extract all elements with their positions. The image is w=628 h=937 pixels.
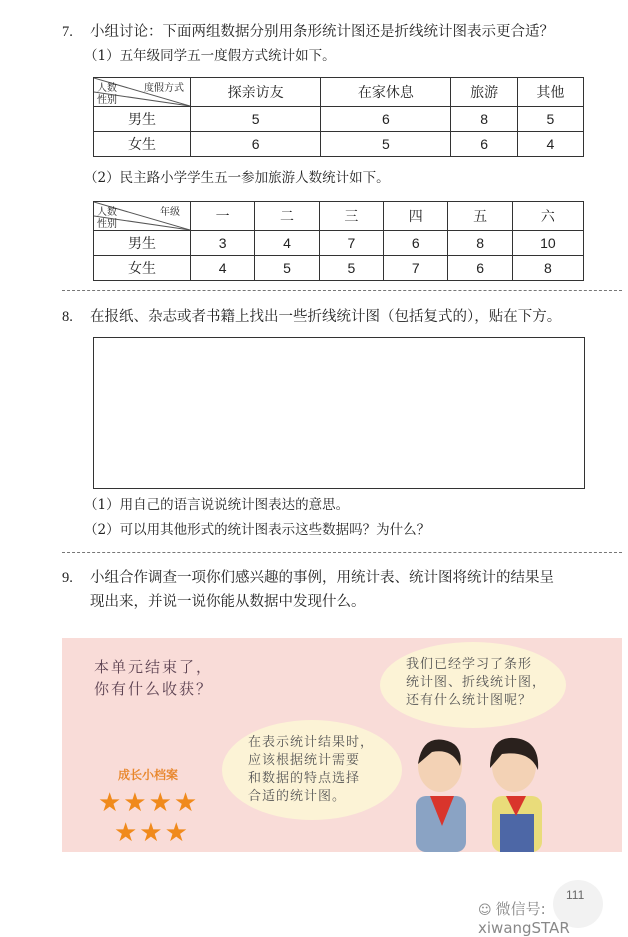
table-row [94, 231, 584, 256]
growth-record-label: 成长小档案 [117, 768, 178, 782]
q8-text: 在报纸、杂志或者书籍上找出一些折线统计图（包括复式的），贴在下方。 [90, 309, 562, 325]
wechat-watermark [478, 898, 628, 937]
stars-row: ★★★★ [98, 788, 200, 818]
column-header: 旅游 [451, 78, 517, 107]
bubble-line: 我们已经学习了条形 [406, 657, 533, 672]
speech-bubble-left [222, 720, 402, 820]
cell: 5 [517, 107, 583, 132]
bubble-line: 统计图、折线统计图， [406, 675, 547, 690]
bubble-line: 还有什么统计图呢？ [406, 693, 533, 708]
cell: 8 [512, 256, 583, 281]
column-header: 三 [319, 202, 383, 231]
bubble-line: 在表示统计结果时， [248, 735, 375, 750]
q8-sub1: （1）用自己的语言说说统计图表达的意思。 [84, 497, 350, 513]
cell: 6 [191, 132, 321, 157]
summary-panel [62, 638, 622, 852]
row-label: 男生 [94, 107, 191, 132]
cell: 5 [191, 107, 321, 132]
panel-title-line: 你有什么收获？ [94, 680, 214, 698]
corner-mid-label: 人数 [97, 83, 117, 94]
q9-line2: 现出来，并说一说你能从数据中发现什么。 [90, 594, 366, 610]
cell: 6 [451, 132, 517, 157]
cell: 5 [319, 256, 383, 281]
q7-number: 7. [62, 24, 73, 40]
table-header-row [94, 78, 584, 107]
corner-top-label: 年级 [160, 207, 180, 218]
divider [62, 552, 622, 553]
bubble-line: 应该根据统计需要 [248, 753, 361, 768]
cell: 7 [384, 256, 448, 281]
page-number: 111 [566, 888, 585, 902]
cell: 8 [451, 107, 517, 132]
bubble-line: 合适的统计图。 [248, 789, 347, 804]
stars-row: ★★★ [114, 818, 190, 848]
divider [62, 290, 622, 291]
watermark-text: 微信号: xiwangSTAR [478, 900, 570, 937]
cell: 4 [191, 256, 255, 281]
cell: 6 [448, 256, 512, 281]
row-label: 男生 [94, 231, 191, 256]
corner-top-label: 度假方式 [144, 83, 184, 94]
column-header: 其他 [517, 78, 583, 107]
row-label: 女生 [94, 256, 191, 281]
column-header: 五 [448, 202, 512, 231]
cell: 4 [255, 231, 319, 256]
table-row [94, 256, 584, 281]
bubble-line: 和数据的特点选择 [248, 771, 361, 786]
table-corner-cell [94, 202, 191, 231]
speech-bubble-right [380, 642, 566, 728]
cell: 5 [255, 256, 319, 281]
column-header: 一 [191, 202, 255, 231]
cell: 6 [321, 107, 451, 132]
wechat-icon: ☺ [478, 903, 492, 918]
cell: 3 [191, 231, 255, 256]
panel-title [94, 656, 213, 700]
corner-bottom-label: 性别 [97, 95, 117, 106]
paste-area-box [93, 337, 585, 489]
column-header: 探亲访友 [191, 78, 321, 107]
q8-number: 8. [62, 309, 73, 325]
cell: 6 [384, 231, 448, 256]
row-label: 女生 [94, 132, 191, 157]
q7-sub1: （1）五年级同学五一度假方式统计如下。 [84, 48, 336, 64]
column-header: 在家休息 [321, 78, 451, 107]
cell: 8 [448, 231, 512, 256]
corner-mid-label: 人数 [97, 207, 117, 218]
column-header: 四 [384, 202, 448, 231]
q8-sub2: （2）可以用其他形式的统计图表示这些数据吗？为什么？ [84, 522, 431, 538]
table-travel [93, 201, 584, 281]
q9-line1: 小组合作调查一项你们感兴趣的事例，用统计表、统计图将统计的结果呈 [90, 570, 554, 586]
cell: 10 [512, 231, 583, 256]
corner-bottom-label: 性别 [97, 219, 117, 230]
children-illustration [402, 736, 552, 852]
table-vacation [93, 77, 584, 157]
table-row [94, 132, 584, 157]
panel-title-line: 本单元结束了， [94, 658, 214, 676]
table-corner-cell [94, 78, 191, 107]
cell: 7 [319, 231, 383, 256]
q9-number: 9. [62, 570, 73, 586]
cell: 5 [321, 132, 451, 157]
q7-text: 小组讨论：下面两组数据分别用条形统计图还是折线统计图表示更合适？ [90, 24, 554, 40]
q7-sub2: （2）民主路小学学生五一参加旅游人数统计如下。 [84, 170, 390, 186]
cell: 4 [517, 132, 583, 157]
column-header: 二 [255, 202, 319, 231]
column-header: 六 [512, 202, 583, 231]
table-header-row [94, 202, 584, 231]
table-row [94, 107, 584, 132]
